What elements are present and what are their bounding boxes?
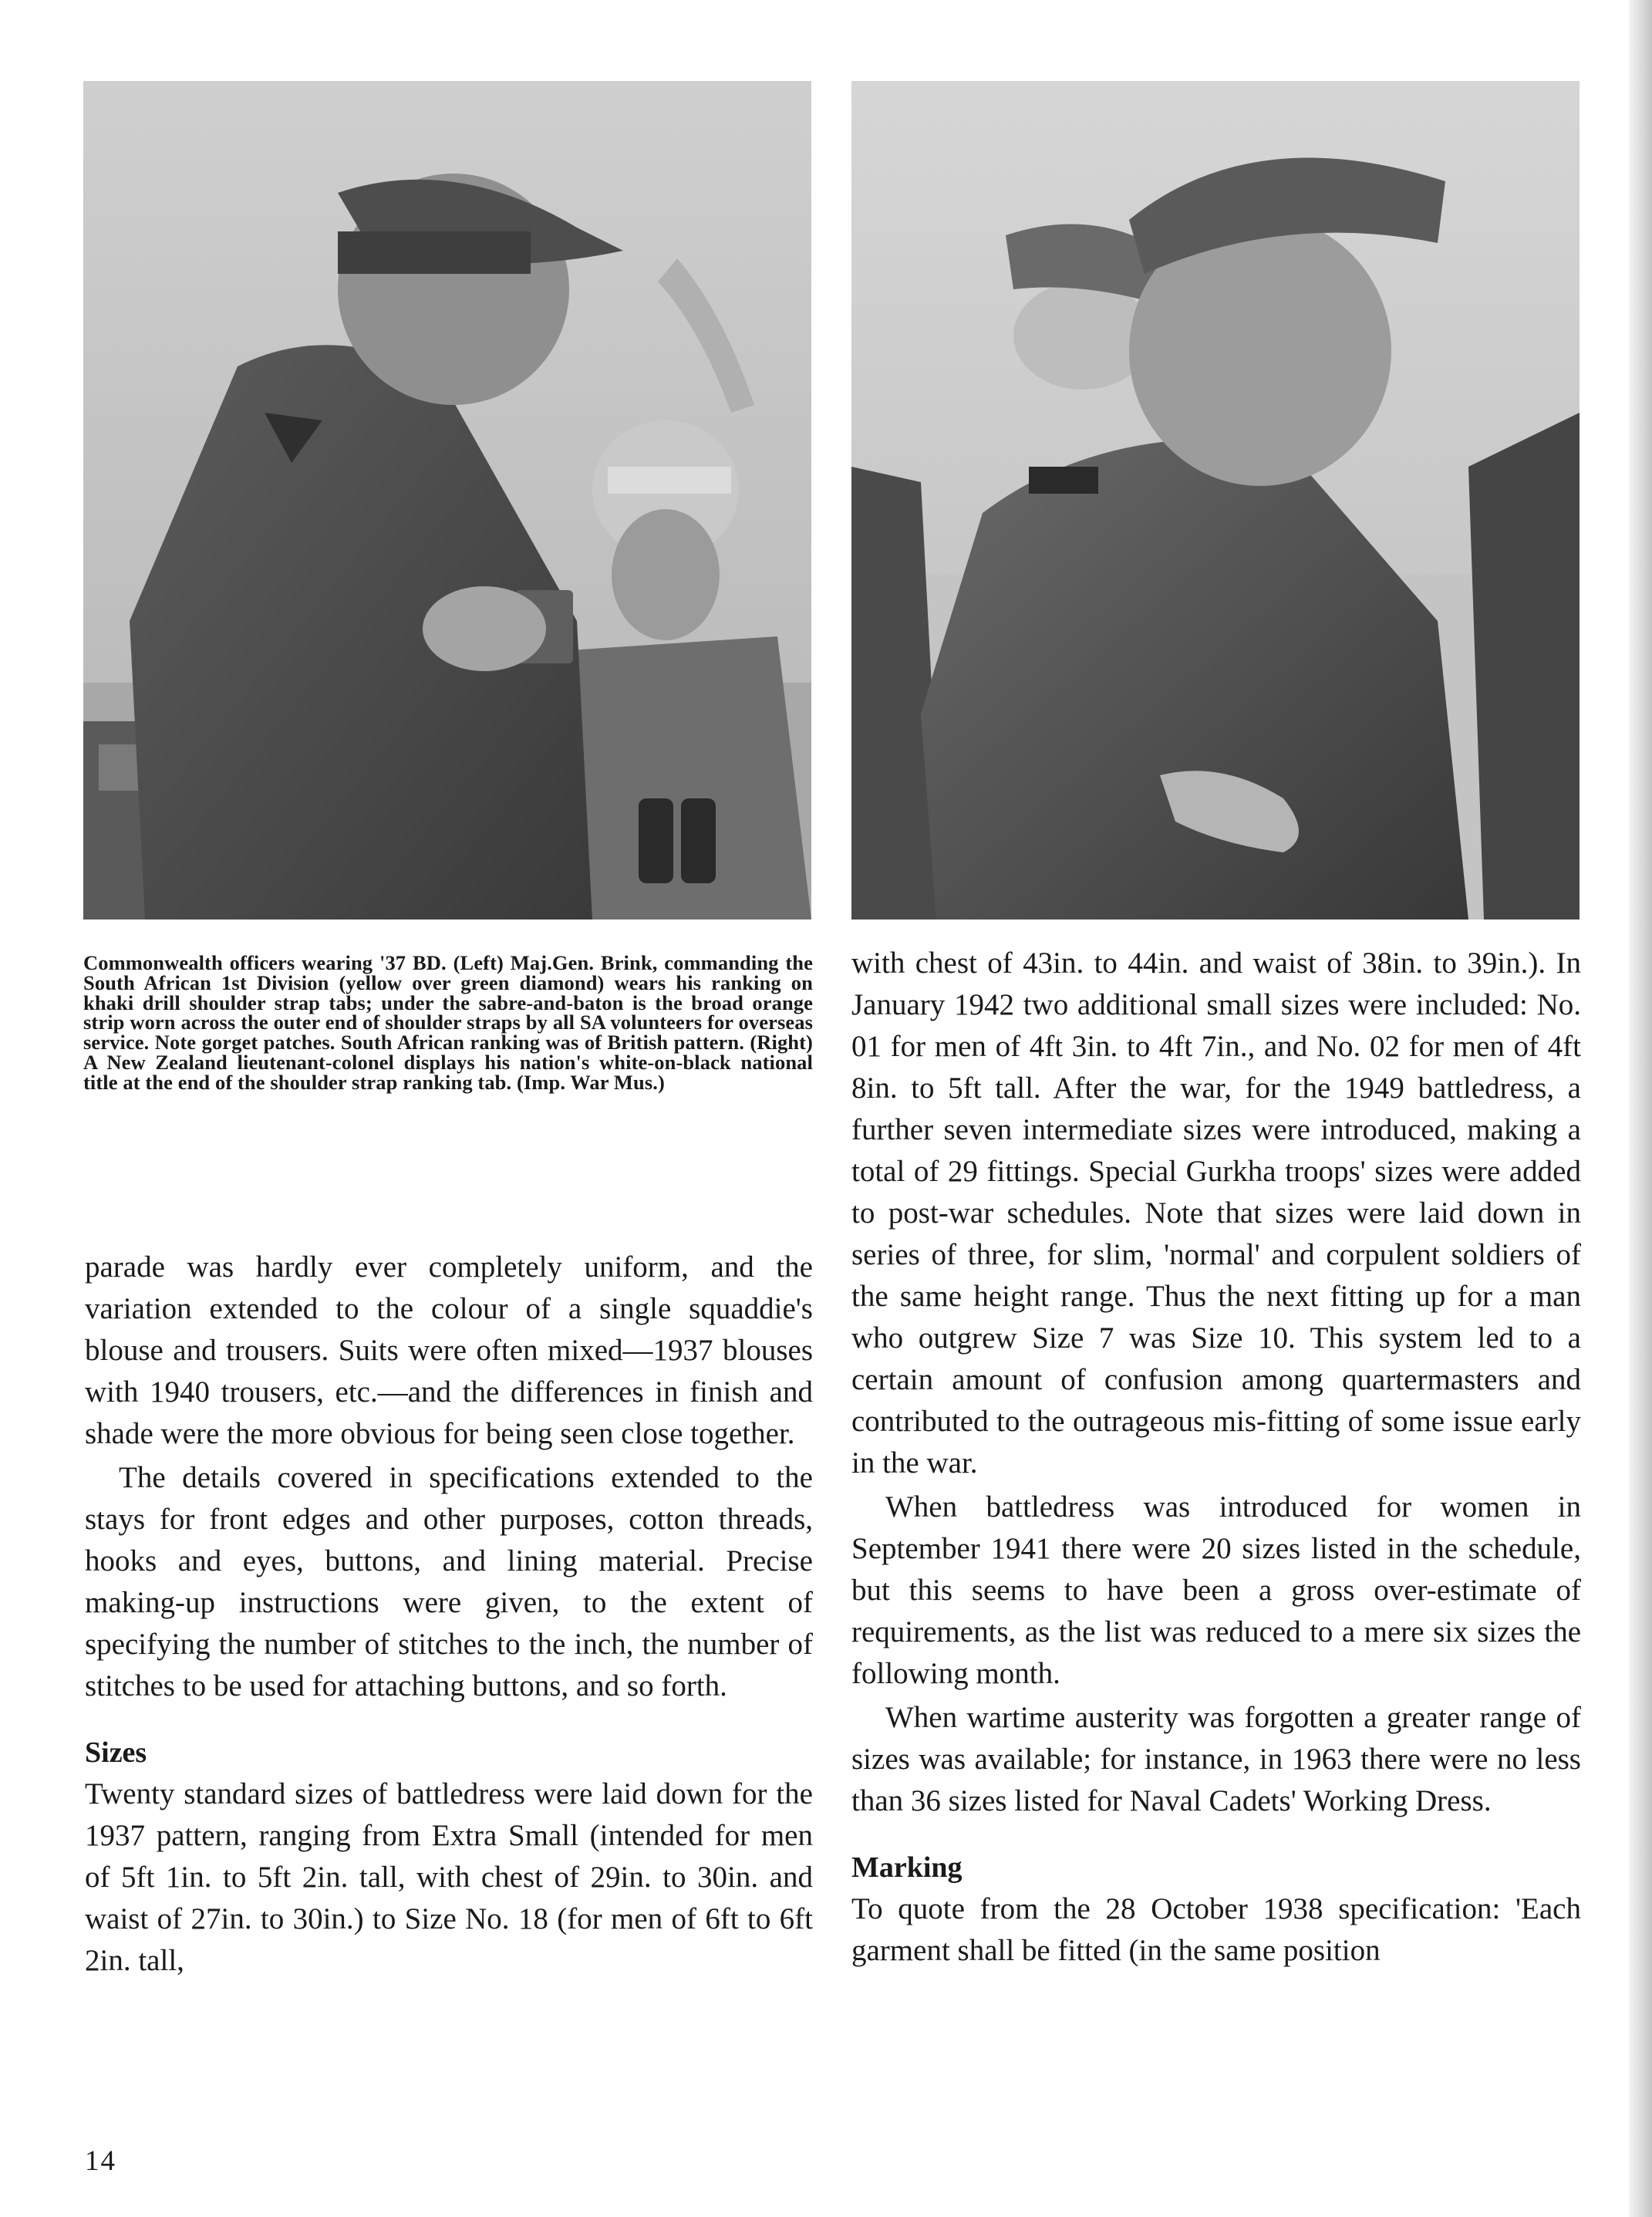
right-column	[851, 943, 1581, 1972]
left-paragraph-2: The details covered in specifications extended to the stays for front edges and other purposes, cotton threads, hooks and eyes, buttons, and lining material. Precise making-up instructions were given, to the extent of specifying the number of stitches to the inch, the number of stitches to be used for attaching buttons, and so forth.	[85, 1461, 813, 1702]
right-paragraph-1: with chest of 43in. to 44in. and waist of 38in. to 39in.). In January 1942 two additional small sizes were included: No. 01 for men of 4ft 3in. to 4ft 7in., and No. 02 for men of 4ft 8in. to 5ft tall. After the war, for the 1949 battledress, a further seven intermediate sizes were introduced, making a total of 29 fittings. Special Gurkha troops' sizes were added to post-war schedules. Note that sizes were laid down in series of three, for slim, 'normal' and corpulent soldiers of the same height range. Thus the next fitting up for a man who outgrew Size 7 was Size 10. This system led to a certain amount of confusion among quartermasters and contributed to the outrageous mis-fitting of some issue early in the war.	[851, 947, 1581, 1480]
right-paragraph-2: When battledress was introduced for women in September 1941 there were 20 sizes listed in the schedule, but this seems to have been a gross over-estimate of requirements, as the list was reduced to a mere six sizes the following month.	[851, 1490, 1581, 1690]
photo-left	[83, 81, 811, 920]
photo-right-image	[851, 81, 1580, 920]
left-paragraph-3: Twenty standard sizes of battledress were laid down for the 1937 pattern, ranging from Extra Small (intended for men of 5ft 1in. to 5ft 2in. tall, with chest of 29in. to 30in. and waist of 27in. to 30in.) to Size No. 18 (for men of 6ft to 6ft 2in. tall,	[85, 1777, 813, 1977]
page-number: 14	[85, 2145, 116, 2177]
left-paragraph-1: parade was hardly ever completely uniform, and the variation extended to the colour of a single squaddie's blouse and trousers. Suits were often mixed—1937 blouses with 1940 trousers, etc.—and the differences in finish and shade were the more obvious for being seen close together.	[85, 1250, 813, 1450]
photo-right	[851, 81, 1580, 920]
section-heading-marking: Marking	[851, 1851, 963, 1884]
page-edge	[1629, 0, 1652, 2217]
photo-left-image	[83, 81, 811, 920]
left-column	[85, 1247, 813, 1982]
right-paragraph-3: When wartime austerity was forgotten a greater range of sizes was available; for instance, in 1963 there were no less than 36 sizes listed for Naval Cadets' Working Dress.	[851, 1701, 1581, 1817]
right-paragraph-4: To quote from the 28 October 1938 specification: 'Each garment shall be fitted (in the same position	[851, 1892, 1581, 1967]
photo-caption: Commonwealth officers wearing '37 BD. (Left) Maj.Gen. Brink, commanding the South African 1st Division (yellow over green diamond) wears his ranking on khaki drill shoulder strap tabs; under the sabre-and-baton is the broad orange strip worn across the outer end of shoulder straps by all SA volunteers for overseas service. Note gorget patches. South African ranking was of British pattern. (Right) A New Zealand lieutenant-colonel displays his nation's white-on-black national title at the end of the shoulder strap ranking tab. (Imp. War Mus.)	[83, 951, 813, 1094]
section-heading-sizes: Sizes	[85, 1736, 147, 1769]
